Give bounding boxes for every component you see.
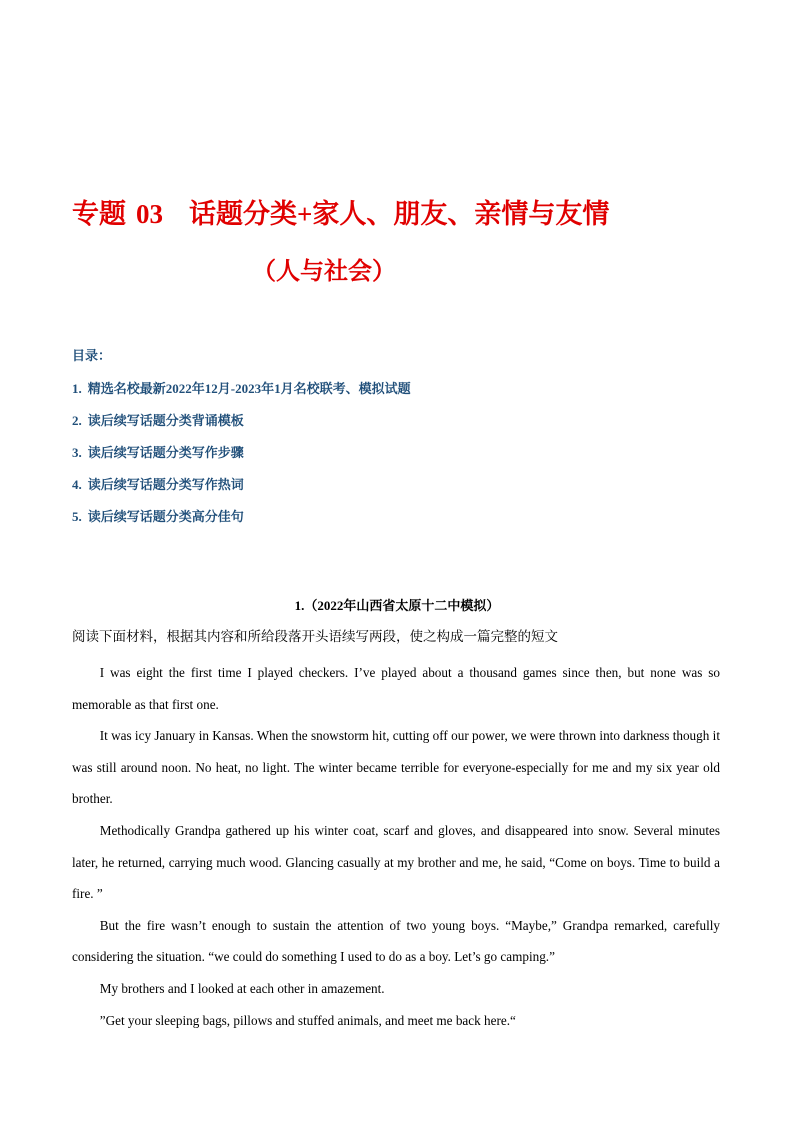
passage-paragraph: ”Get your sleeping bags, pillows and stuffed animals, and meet me back here.“ — [99, 1012, 516, 1028]
toc-item-text: 精选名校最新2022年12月-2023年1月名校联考、模拟试题 — [87, 381, 411, 396]
toc-item-number: 2. — [72, 413, 82, 428]
toc-item-number: 4. — [72, 477, 82, 492]
title-prefix: 专题 — [72, 199, 126, 229]
toc-item-text: 读后续写话题分类写作热词 — [87, 477, 244, 492]
title-number: 03 — [136, 199, 163, 229]
toc-item — [72, 379, 732, 399]
toc-item — [72, 475, 732, 495]
passage-paragraph: But the fire wasn’t enough to sustain the attention of two young boys. “Maybe,” Grandpa remarked, carefully considering the situation. “we could do something I used to do as a boy. Let’s go camping.” — [72, 917, 720, 965]
toc-item-number: 5. — [72, 509, 82, 524]
toc-label: 目录： — [72, 348, 112, 363]
toc-item — [72, 411, 732, 431]
page-subtitle: （人与社会） — [252, 259, 396, 285]
passage-paragraph: My brothers and I looked at each other in amazement. — [99, 980, 385, 996]
toc-item-text: 读后续写话题分类高分佳句 — [87, 509, 244, 524]
passage-paragraph: Methodically Grandpa gathered up his winter coat, scarf and gloves, and disappeared into snow. Several minutes later, he returned, carrying much wood. Glancing casually at my brother and me, he said, “Come on boys. Time to build a fire. ” — [72, 822, 720, 902]
toc-item — [72, 507, 732, 527]
toc-item-number: 1. — [72, 381, 82, 396]
passage-paragraph: It was icy January in Kansas. When the snowstorm hit, cutting off our power, we were thrown into darkness though it was still around noon. No heat, no light. The winter became terrible for everyone-especially for me and my six year old brother. — [72, 728, 720, 807]
title-main: 话题分类+家人、朋友、亲情与友情 — [189, 199, 610, 229]
toc-item-text: 读后续写话题分类写作步骤 — [87, 445, 244, 460]
toc-item-text: 读后续写话题分类背诵模板 — [87, 413, 244, 428]
table-of-contents — [72, 346, 732, 539]
question-title: 1.（2022年山西省太原十二中模拟） — [294, 598, 500, 613]
question-instruction: 阅读下面材料，根据其内容和所给段落开头语续写两段，使之构成一篇完整的短文 — [72, 629, 558, 644]
toc-item-number: 3. — [72, 445, 82, 460]
passage-paragraph: I was eight the first time I played checkers. I’ve played about a thousand games since then, but none was so memorable as that first one. — [72, 665, 720, 712]
page-title — [72, 196, 752, 232]
toc-item — [72, 443, 732, 463]
passage — [72, 657, 720, 1036]
